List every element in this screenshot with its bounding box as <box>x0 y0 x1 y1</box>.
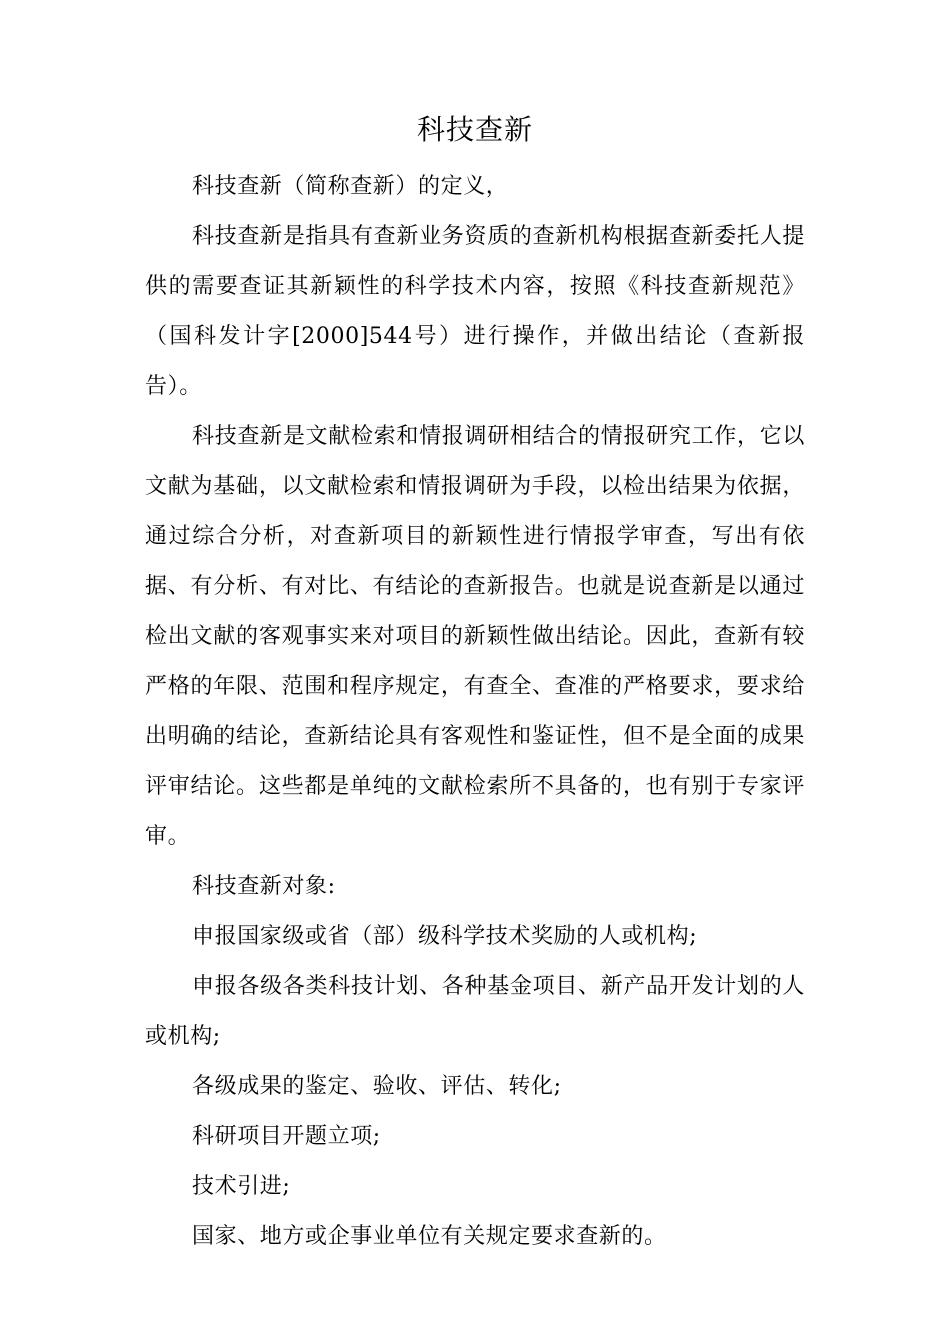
paragraph-object-item: 申报国家级或省（部）级科学技术奖励的人或机构; <box>192 924 698 949</box>
paragraph-description: 科技查新是文献检索和情报调研相结合的情报研究工作，它以文献为基础，以文献检索和情报调研为手段，以检出结果为依据，通过综合分析，对查新项目的新颖性进行情报学审查，写出有依据、有分析、有对比、有结论的查新报告。也就是说查新是以通过检出文献的客观事实来对项目的新颖性做出结论。因此，查新有较严格的年限、范围和程序规定，有查全、查准的严格要求，要求给出明确的结论，查新结论具有客观性和鉴证性，但不是全面的成果评审结论。这些都是单纯的文献检索所不具备的，也有别于专家评审。 <box>145 424 805 849</box>
paragraph-objects-heading: 科技查新对象: <box>192 874 336 899</box>
paragraph-object-item: 各级成果的鉴定、验收、评估、转化; <box>192 1074 562 1099</box>
paragraph-object-item: 申报各级各类科技计划、各种基金项目、新产品开发计划的人或机构; <box>145 974 805 1049</box>
paragraph-object-item: 国家、地方或企事业单位有关规定要求查新的。 <box>192 1224 667 1249</box>
paragraph-object-item: 科研项目开题立项; <box>192 1124 381 1149</box>
paragraph-object-item: 技术引进; <box>192 1174 291 1199</box>
paragraph-definition: 科技查新是指具有查新业务资质的查新机构根据查新委托人提供的需要查证其新颖性的科学技术内容，按照《科技查新规范》（国科发计字[2000]544号）进行操作，并做出结论（查新报告）。 <box>145 224 805 399</box>
paragraph-definition-heading: 科技查新（简称查新）的定义， <box>192 174 509 199</box>
document-body <box>145 162 805 1262</box>
document-title: 科技查新 <box>416 113 533 146</box>
